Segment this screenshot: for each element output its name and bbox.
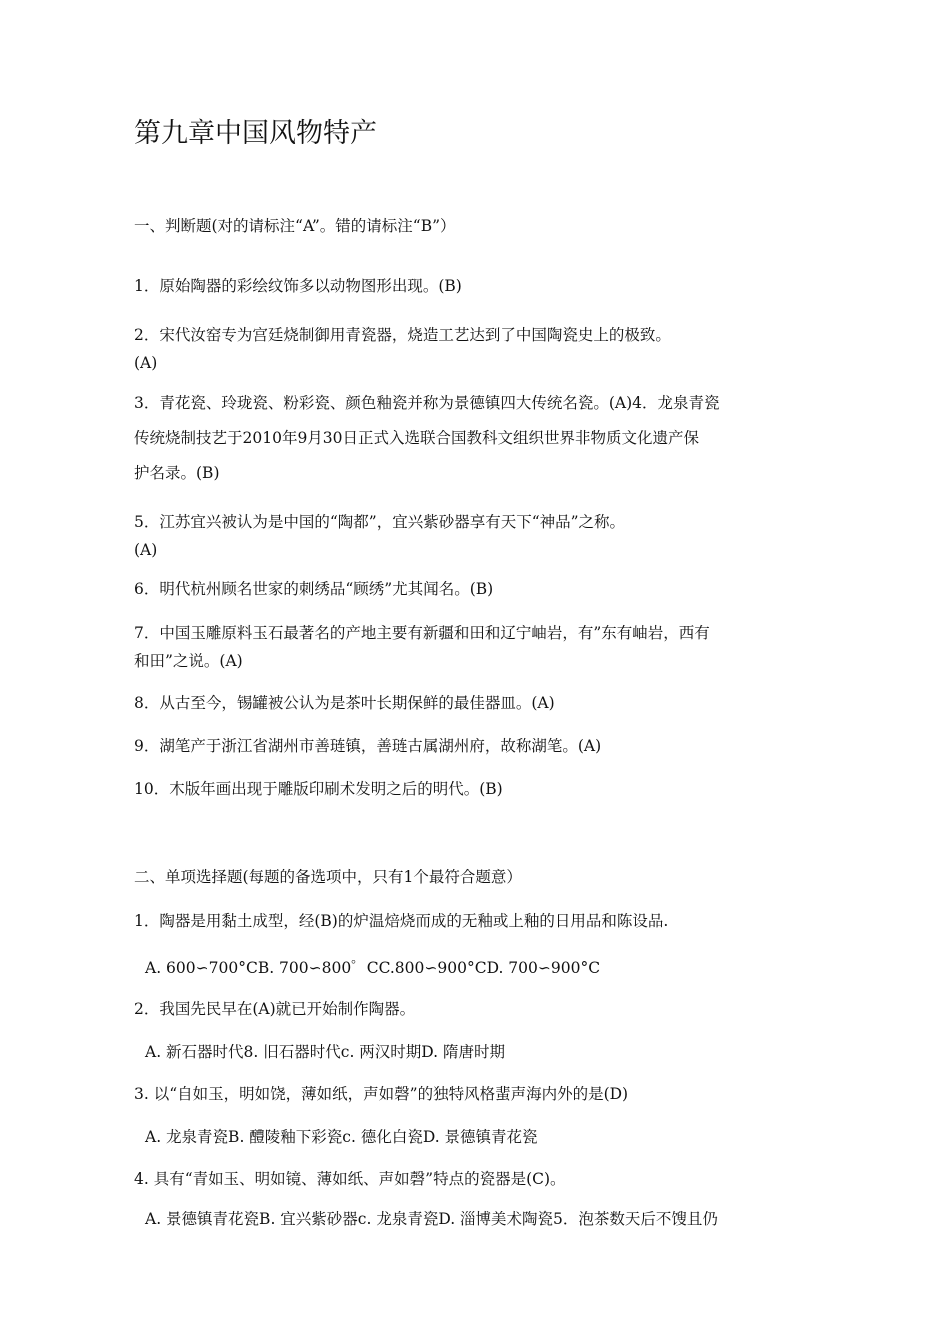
question-text: 2．宋代汝窑专为宫廷烧制御用青瓷器，烧造工艺达到了中国陶瓷史上的极致。	[134, 326, 671, 344]
question-text: 护名录。(B)	[134, 464, 220, 482]
question-text: 3. 以“自如玉，明如饶，薄如纸，声如磬”的独特风格蜚声海内外的是(D)	[134, 1085, 629, 1103]
answer-options: A. 600∽700°CB. 700∽800゜CC.800∽900°CD. 700∽900°C	[145, 959, 601, 977]
section-heading-single-choice: 二、单项选择题(每题的备选项中，只有1个最符合题意）	[134, 868, 522, 886]
question-text: 3．青花瓷、玲珑瓷、粉彩瓷、颜色釉瓷并称为景德镇四大传统名瓷。(A)4．龙泉青瓷	[134, 394, 720, 412]
question-text: 7．中国玉雕原料玉石最著名的产地主要有新疆和田和辽宁岫岩，有”东有岫岩，西有	[134, 624, 710, 642]
answer-text: (A)	[134, 541, 158, 559]
question-text: 9．湖笔产于浙江省湖州市善琏镇，善琏古属湖州府，故称湖笔。(A)	[134, 737, 602, 755]
question-text: 2．我国先民早在(A)就已开始制作陶器。	[134, 1000, 416, 1018]
question-text: 5．江苏宜兴被认为是中国的“陶都”，宜兴紫砂器享有天下“神品”之称。	[134, 513, 626, 531]
answer-options: A. 景德镇青花瓷B. 宜兴紫砂器c. 龙泉青瓷D. 淄博美术陶瓷5．泡茶数天后不馊且仍	[145, 1210, 718, 1228]
question-text: 传统烧制技艺于2010年9月30日正式入选联合国教科文组织世界非物质文化遗产保	[134, 429, 700, 447]
section-heading-true-false: 一、判断题(对的请标注“A”。错的请标注“B”）	[134, 217, 456, 235]
question-text: 和田”之说。(A)	[134, 652, 243, 670]
question-text: 1．原始陶器的彩绘纹饰多以动物图形出现。(B)	[134, 277, 462, 295]
answer-text: (A)	[134, 354, 158, 372]
question-text: 4. 具有“青如玉、明如镜、薄如纸、声如磬”特点的瓷器是(C)。	[134, 1170, 566, 1188]
question-text: 10．木版年画出现于雕版印刷术发明之后的明代。(B)	[134, 780, 503, 798]
page-title: 第九章中国风物特产	[134, 118, 377, 149]
question-text: 6．明代杭州顾名世家的刺绣品“顾绣”尤其闻名。(B)	[134, 580, 494, 598]
question-text: 1．陶器是用黏土成型，经(B)的炉温焙烧而成的无釉或上釉的日用品和陈设品.	[134, 912, 669, 930]
answer-options: A. 龙泉青瓷B. 醴陵釉下彩瓷c. 德化白瓷D. 景德镇青花瓷	[145, 1128, 538, 1146]
answer-options: A. 新石器时代8. 旧石器时代c. 两汉时期D. 隋唐时期	[145, 1043, 506, 1061]
question-text: 8．从古至今，锡罐被公认为是茶叶长期保鲜的最佳器皿。(A)	[134, 694, 555, 712]
